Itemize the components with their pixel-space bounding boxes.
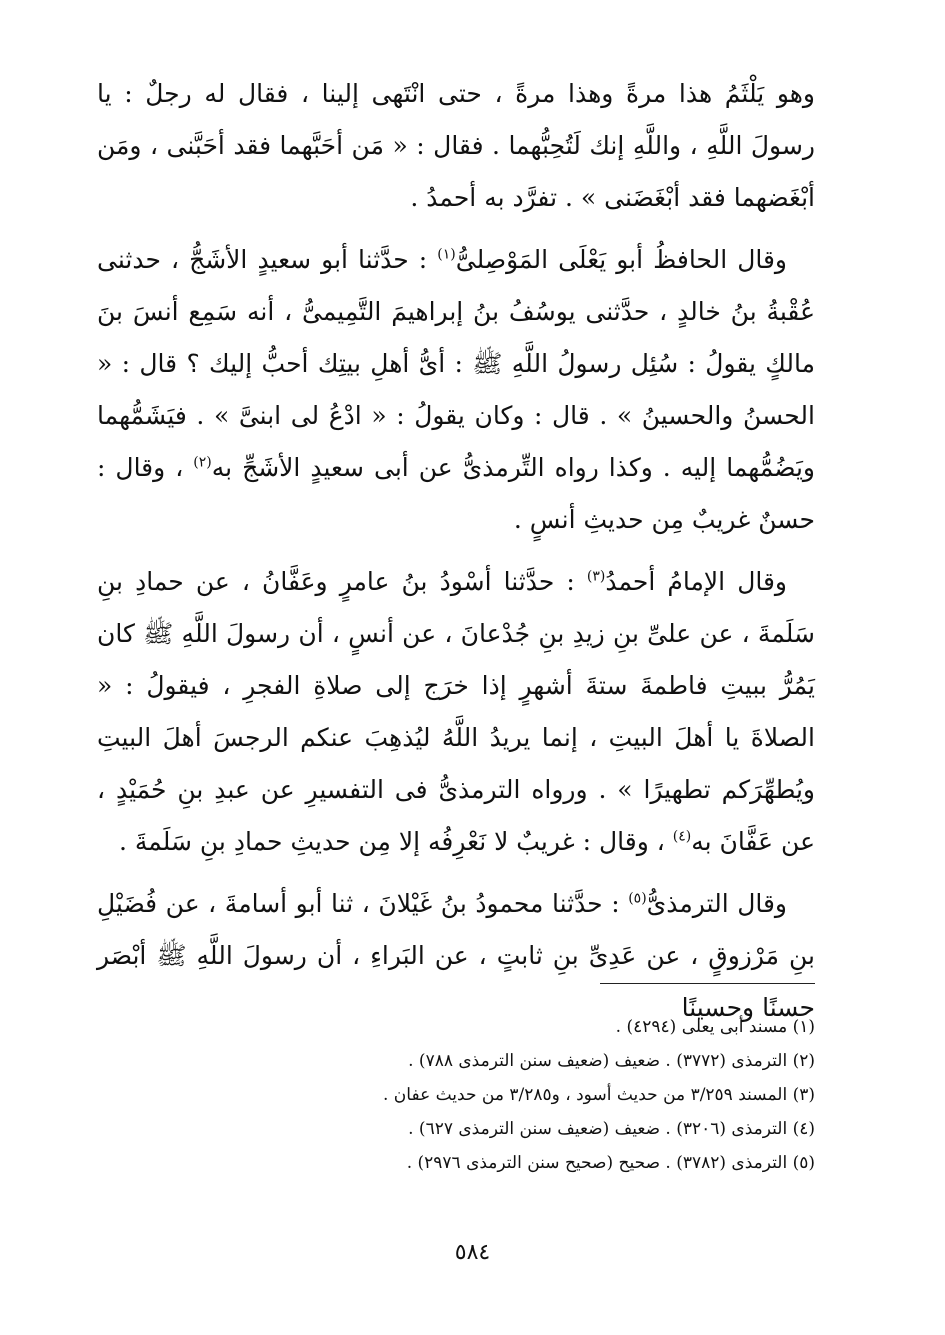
footnote-5: (٥) الترمذى (٣٧٨٢) . صحيح (صحيح سنن الترمذى ٢٩٧٦) . [406,1153,815,1173]
page-body [97,68,815,1044]
footnote-ref-3[interactable]: (٣) [586,568,606,585]
footnote-ref-1[interactable]: (١) [437,246,456,263]
footnote-1: (١) مسند أبى يعلى (٤٢٩٤) . [615,1017,815,1037]
paragraph-3-part-b: : حدَّثنا أسْودُ بنُ عامرٍ وعَفَّانُ ، عن حمادِ بنِ سَلَمةَ ، عن علىِّ بنِ زيدِ بنِ جُدْعانَ ، عن أنسٍ ، أن رسولَ اللَّهِ ﷺ كان يَمُرُّ ببيتِ فاطمةَ ستةَ أشهرٍ إذا خرَج إلى صلاةِ الفجرِ ، فيقولُ : « الصلاةَ يا أهلَ البيتِ ، إنما يريدُ اللَّهُ ليُذهِبَ عنكم الرجسَ أهلَ البيتِ ويُطهِّرَكم تطهيرًا » . ورواه الترمذىُّ فى التفسيرِ عن عبدِ بنِ حُمَيْدٍ ، عن عَفَّانَ به [97,567,815,856]
paragraph-2-part-b: : حدَّثنا أبو سعيدٍ الأشَجُّ ، حدثنى عُقْبةُ بنُ خالدٍ ، حدَّثنى يوسُفُ بنُ إبراهيمَ التَّمِيمىُّ ، أنه سَمِع أنسَ بنَ مالكٍ يقولُ : سُئِل رسولُ اللَّهِ ﷺ : أىُّ أهلِ بيتِك أحبُّ إليك ؟ قال : « الحسنُ والحسينُ » . قال : وكان يقولُ : « ادْعُ لى ابنىَّ » . فيَشَمُّهما ويَضُمُّهما إليه . وكذا رواه التِّرمذىُّ عن أبى سعيدٍ الأشَجِّ به [97,245,815,482]
footnote-ref-4[interactable]: (٤) [672,828,692,845]
page-number: ٥٨٤ [454,1240,491,1265]
footnote-ref-5[interactable]: (٥) [628,890,647,907]
footnote-ref-2[interactable]: (٢) [193,454,212,471]
paragraph-2-part-c: ، وقال : حسنٌ غريبٌ مِن حديثِ أنسٍ . [97,453,815,534]
paragraph-3-part-a: وقال الإمامُ أحمدُ [605,567,787,596]
paragraph-2 [97,234,815,546]
footnote-3: (٣) المسند ٣/٢٥٩ من حديث أسود ، و٣/٢٨٥ من حديث عفان . [383,1085,815,1105]
footnote-4: (٤) الترمذى (٣٢٠٦) . ضعيف (ضعيف سنن الترمذى ٦٢٧) . [408,1119,815,1139]
footnote-2: (٢) الترمذى (٣٧٧٢) . ضعيف (ضعيف سنن الترمذى ٧٨٨) . [408,1051,815,1071]
footnote-divider [600,983,815,984]
paragraph-4-part-a: وقال الترمذىُّ [646,889,788,918]
paragraph-3-part-c: ، وقال : غريبٌ لا نَعْرِفُه إلا مِن حديثِ حمادِ بنِ سَلَمةَ . [118,827,673,856]
main-text [97,68,815,1034]
footnotes [125,1010,815,1180]
paragraph-4-part-b: : حدَّثنا محمودُ بنُ غَيْلانَ ، ثنا أبو أسامةَ ، عن فُضَيْلِ بنِ مَرْزوقٍ ، عن عَدِىِّ بنِ ثابتٍ ، عن البَراءِ ، أن رسولَ اللَّهِ ﷺ أبْصَر حسنًا وحسينًا [97,889,815,1022]
paragraph-3 [97,556,815,868]
paragraph-1-text: وهو يَلْثَمُ هذا مرةً وهذا مرةً ، حتى انْتَهى إلينا ، فقال له رجلٌ : يا رسولَ اللَّهِ ، واللَّهِ إنك لَتُحِبُّهما . فقال : « مَن أحَبَّهما فقد أحَبَّنى ، ومَن أبْغَضهما فقد أبْغَضَنى » . تفرَّد به أحمدُ . [97,79,815,212]
paragraph-1 [97,68,815,224]
paragraph-2-part-a: وقال الحافظُ أبو يَعْلَى المَوْصِلىُّ [455,245,787,274]
